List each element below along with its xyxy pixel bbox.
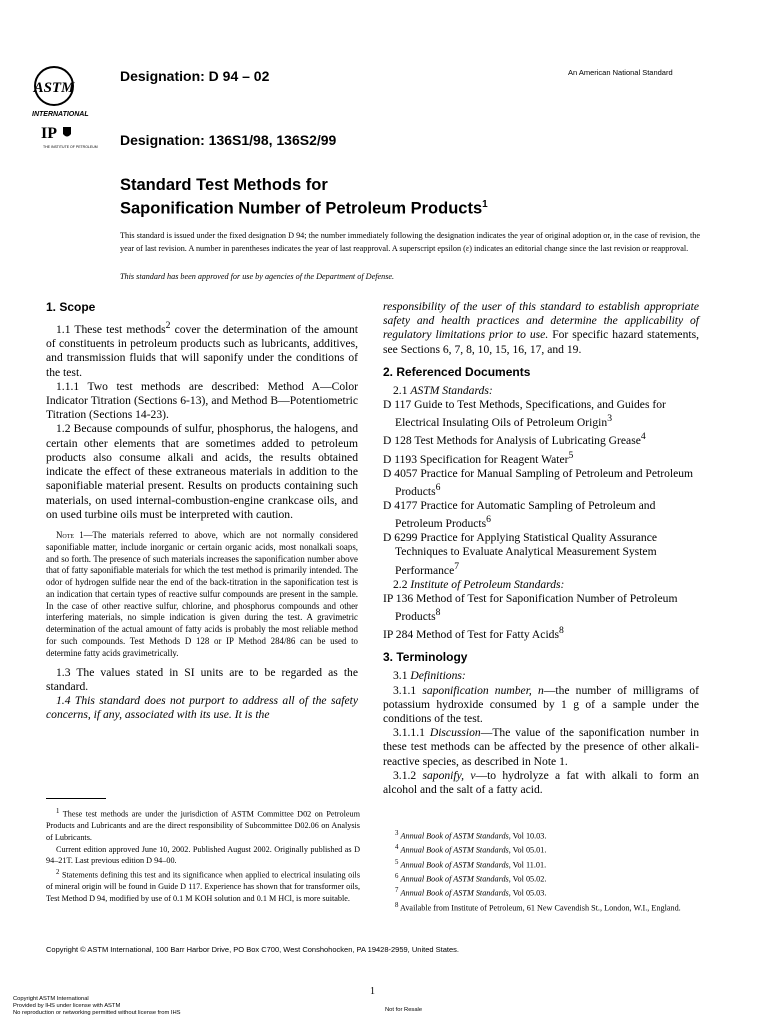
astm-reference-text: D 117 Guide to Test Methods, Specifications, and Guides for Electrical Insulating Oils of Petroleum Origin [383,398,666,430]
footnote-marker: 7 [395,887,399,895]
astm-reference-text: D 4177 Practice for Automatic Sampling of Petroleum and Petroleum Products [383,498,656,530]
ip-reference-footnote-ref: 8 [435,607,441,619]
para-2-2-label: Institute of Petroleum Standards: [410,577,565,591]
footnote-4 [383,842,699,856]
american-national-standard: An American National Standard [568,68,673,77]
svg-text:INTERNATIONAL: INTERNATIONAL [32,111,89,118]
para-3-1-1 [383,684,699,727]
ip-reference-item [383,592,699,624]
para-3-1-1-number: 3.1.1 [393,683,423,697]
note-1-text: —The materials referred to above, which are not normally considered saponifiable matter, include inorganic or certain organic acids, most nonalkali soaps, and so forth. The presence of such materials increases the saponification number above that of fatty saponifiable materials for which the test method is primarily intended. The odor of hydrogen sulfide near the end of the back-titration in the saponification test is an indication that certain types of reactive sulfur compounds are present in the sample. In the case of other reactive sulfur, chlorine, and phosphorus compounds and other interfering materials, no simple indication is given during the test. A gravimetric determination of the actual amount of fatty acids is probably the most reliable method for such compounds. Test Methods D 128 or IP Method 284/86 can be used to determine fatty acids gravimetrically. [46,529,358,658]
para-3-1-1-1-number: 3.1.1.1 [393,726,430,740]
footnote-7 [383,885,699,899]
astm-reference-footnote-ref: 6 [486,514,491,526]
footnote-6 [383,871,699,885]
astm-reference-item [383,449,699,467]
footnote-text: , Vol 05.02. [508,874,547,884]
astm-reference-footnote-ref: 3 [607,413,613,425]
para-2-1 [383,384,699,398]
footnote-text: , Vol 05.03. [508,889,547,899]
footnote-text: , Vol 10.03. [508,831,547,841]
footnote-text: , Vol 05.01. [508,846,547,856]
ip-reference-text: IP 136 Method of Test for Saponification Number of Petroleum Products [383,591,678,623]
para-2-1-number: 2.1 [393,384,411,398]
para-3-1-1-1-text: —The value of the saponification number in these test methods can be affected by the presence of other alkali-reactive species, as described in Note 1. [383,726,699,768]
section-heading-scope: 1. Scope [46,300,96,314]
astm-reference-list [383,398,699,577]
ip-reference-item [383,624,699,642]
para-3-1-number: 3.1 [393,669,411,683]
title-footnote-ref: 1 [482,199,488,210]
footnotes-right [383,828,699,914]
footnote-2-text: Statements defining this test and its significance when applied to electrical insulating oils of mineral origin will be found in Guide D 117. Experience has shown that for transformer oils, Test Method D 94, modified by use of 0.1 M KOH solution and 0.1 M HCl, is more suitable. [46,870,360,903]
para-1-1-1: 1.1.1 Two test methods are described: Method A—Color Indicator Titration (Sections 6-13), and Method B—Potentiometric Titration (Sections 14-23). [46,379,358,422]
para-2-1-label: ASTM Standards: [410,384,493,398]
license-line-2: Provided by IHS under license with ASTM [13,1003,121,1010]
footnote-rule [46,798,106,799]
footnote-1 [46,806,360,844]
para-2-2-number: 2.2 [393,577,411,591]
footnote-source: Annual Book of ASTM Standards [400,846,509,856]
not-for-resale: Not for Resale [385,1007,423,1013]
section-heading-terminology: 3. Terminology [383,650,468,665]
footnote-source: Annual Book of ASTM Standards [400,831,509,841]
para-1-1 [46,319,358,380]
astm-reference-footnote-ref: 5 [568,449,574,461]
designation-astm: Designation: D 94 – 02 [120,68,270,84]
para-1-3: 1.3 The values stated in SI units are to be regarded as the standard. [46,665,358,693]
license-line-1: Copyright ASTM International [13,996,89,1002]
para-3-1-2-number: 3.1.2 [393,768,423,782]
para-3-1-label: Definitions: [410,669,466,683]
footnote-marker: 3 [395,830,399,837]
license-line-3: No reproduction or networking permitted without license from IHS [13,1010,181,1017]
footnote-marker: 5 [395,858,399,866]
astm-reference-item [383,531,699,577]
footnotes-left [46,806,360,904]
footnote-source: Annual Book of ASTM Standards [400,889,509,899]
discussion-label: Discussion [429,726,481,740]
para-1-1-b: cover the determination of the amount of constituents in petroleum products such as lubricants, additives, and transmission fluids that will saponify under the conditions of the test. [46,323,358,379]
note-1 [46,530,358,660]
footnote-5 [383,857,699,871]
para-3-1-2-text: —to hydrolyze a fat with alkali to form an alcohol and the salt of a fatty acid. [383,768,699,796]
astm-logo [30,62,110,120]
page-number: 1 [370,986,375,997]
section-heading-referenced-documents: 2. Referenced Documents [383,364,531,379]
note-1-label: Note 1 [56,529,84,540]
astm-reference-item [383,398,699,430]
footnote-marker: 8 [395,901,399,909]
astm-reference-item [383,430,699,448]
para-1-2: 1.2 Because compounds of sulfur, phosphorus, the halogens, and certain other elements that are sometimes added to petroleum products also consume alkali and acids, the results obtained indicate the effect of these extraneous materials in addition to the saponifiable material present. Results on products containing such materials, on used internal-combustion-engine crankcase oils, and on used turbine oils must be interpreted with caution. [46,422,358,521]
term-saponify: saponify, v [422,768,476,782]
ip-reference-footnote-ref: 8 [558,625,564,637]
ip-reference-text: IP 284 Method of Test for Fatty Acids [383,627,559,641]
astm-reference-item [383,499,699,531]
license-notice [13,996,181,1018]
ip-logo [41,124,98,158]
astm-reference-footnote-ref: 6 [435,481,441,493]
footnote-source: Annual Book of ASTM Standards [400,860,509,870]
para-3-1 [383,669,699,683]
footnote-text: Available from Institute of Petroleum, 61 New Cavendish St., London, W.I., England. [400,903,681,913]
para-3-1-2 [383,769,699,797]
copyright-notice: Copyright © ASTM International, 100 Barr Harbor Drive, PO Box C700, West Conshohocken, PA 19428-2959, United States. [46,945,459,954]
astm-reference-footnote-ref: 4 [640,431,646,443]
approval-statement: This standard has been approved for use by agencies of the Department of Defense. [120,272,395,281]
footnote-8 [383,900,699,914]
title-line-2 [120,195,488,219]
designation-ip: Designation: 136S1/98, 136S2/99 [120,132,337,148]
footnote-1-edition: Current edition approved June 10, 2002. Published August 2002. Originally published as D 94–21T. Last previous edition D 94–00. [46,844,360,866]
svg-text:IP: IP [41,125,57,142]
para-1-4-continued-italic: responsibility of the user of this standard to establish appropriate safety and health practices and determine the applicability of regulatory limitations prior to use. [383,300,699,342]
astm-reference-text: D 6299 Practice for Applying Statistical Quality Assurance Techniques to Evaluate Analytical Measurement System Performance [383,531,658,577]
title-line-2-text: Saponification Number of Petroleum Products [120,199,483,218]
term-saponification-number: saponification number, n [422,683,544,697]
footnote-source: Annual Book of ASTM Standards [400,874,509,884]
para-1-4-continued [383,300,699,357]
astm-reference-text: D 1193 Specification for Reagent Water [383,452,569,466]
para-2-2 [383,578,699,592]
footnote-ref-2: 2 [165,320,171,332]
para-3-1-1-1 [383,726,699,769]
para-1-1-a: 1.1 These test methods [56,323,166,337]
right-column [383,300,699,797]
svg-text:ASTM: ASTM [33,80,75,96]
title-line-1: Standard Test Methods for [120,176,328,194]
para-3-1-1-text: —the number of milligrams of potassium hydroxide consumed by 1 g of a sample under the conditions of the test. [383,683,699,725]
footnote-1-marker: 1 [56,808,60,815]
footnote-2 [46,867,360,905]
ip-reference-list [383,592,699,642]
astm-reference-footnote-ref: 7 [454,560,460,572]
left-column [46,300,358,722]
document-title [120,176,488,219]
para-1-4-continued-rest: For specific hazard statements, see Sections 6, 7, 8, 10, 15, 16, 17, and 19. [383,328,699,356]
issued-statement: This standard is issued under the fixed designation D 94; the number immediately following the designation indicates the year of original adoption or, in the case of revision, the year of last revision. A number in parentheses indicates the year of last reapproval. A superscript epsilon (ε) indicates an editorial change since the last revision or reapproval. [120,231,700,253]
footnote-2-marker: 2 [56,868,60,876]
para-1-4: 1.4 This standard does not purport to address all of the safety concerns, if any, associated with its use. It is the [46,694,358,722]
astm-reference-text: D 128 Test Methods for Analysis of Lubricating Grease [383,434,641,448]
astm-reference-item [383,467,699,499]
footnote-marker: 6 [395,872,399,880]
footnote-1-text: These test methods are under the jurisdiction of ASTM Committee D02 on Petroleum Products and Lubricants and are the direct responsibility of Subcommittee D02.06 on Analysis of Lubricants. [46,809,360,842]
svg-text:THE INSTITUTE OF PETROLEUM: THE INSTITUTE OF PETROLEUM [43,145,98,149]
footnote-marker: 4 [395,844,399,852]
footnote-3 [383,828,699,842]
footnote-text: , Vol 11.01. [508,860,547,870]
astm-reference-text: D 4057 Practice for Manual Sampling of Petroleum and Petroleum Products [383,466,694,498]
